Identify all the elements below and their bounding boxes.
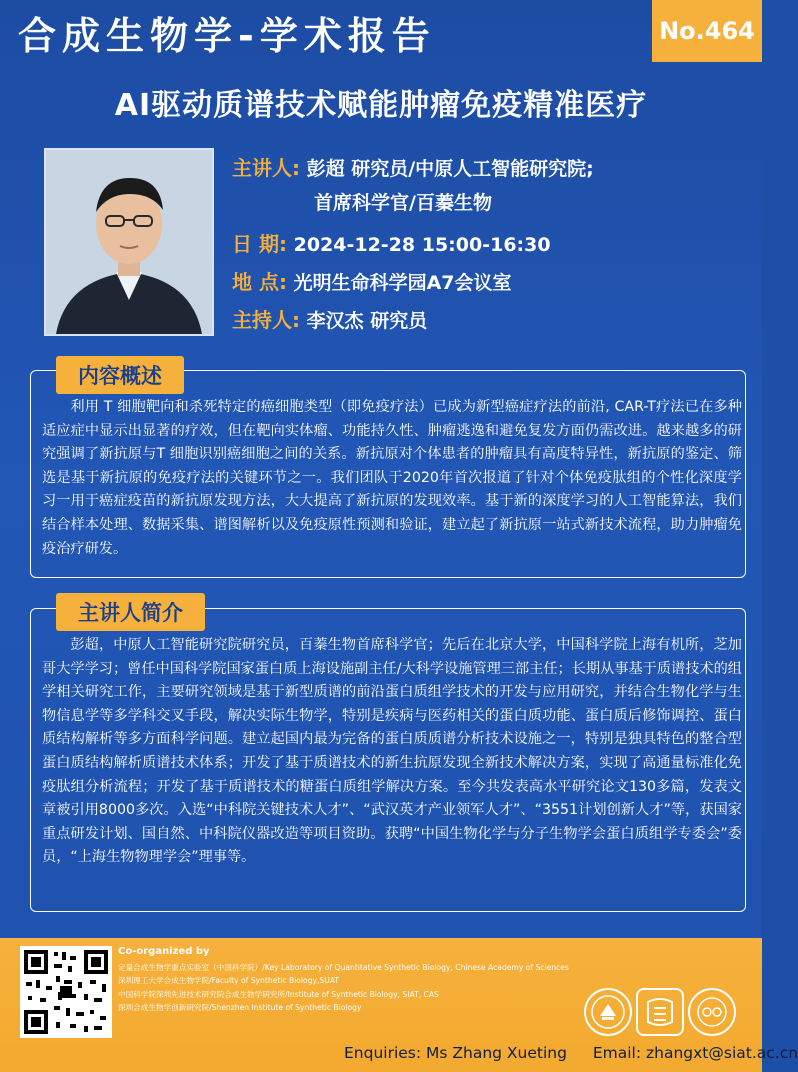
place-value: 光明生命科学园A7会议室: [293, 272, 512, 294]
org-line: 深圳理工大学合成生物学院/Faculty of Synthetic Biology,SUAT: [118, 976, 340, 986]
org-line: 定量合成生物学重点实验室（中国科学院）/Key Laboratory of Quantitative Synthetic Biology, Chinese Academy of Sciences: [118, 963, 569, 972]
speaker-row: [232, 152, 594, 181]
qr-code-icon: [20, 946, 112, 1038]
co-organized-heading: Co-organized by: [118, 946, 210, 957]
speaker-label: 主讲人:: [232, 156, 300, 180]
email-text: Email: zhangxt@siat.ac.cn: [592, 1044, 798, 1062]
date-value: 2024-12-28 15:00-16:30: [293, 234, 551, 256]
issue-number-badge: No.464: [652, 0, 762, 62]
bio-heading: 主讲人简介: [56, 593, 205, 631]
speaker-portrait-icon: [46, 150, 212, 334]
talk-title: AI驱动质谱技术赋能肿瘤免疫精准医疗: [114, 88, 648, 123]
date-label: 日 期:: [232, 232, 287, 256]
speaker-row-2: [314, 188, 492, 215]
place-label: 地 点:: [232, 270, 287, 294]
abstract-text: 利用 T 细胞靶向和杀死特定的癌细胞类型（即免疫疗法）已成为新型癌症疗法的前沿, CAR-T疗法已在多种适应症中显示出显著的疗效，但在靶向实体瘤、功能持久性、肿瘤逃逸和避免复发方面仍需改进。越来越多的研究强调了新抗原与T 细胞识别癌细胞之间的关系。新抗原对个体患者的肿瘤具有高度特异性，新抗原的鉴定、筛选是基于新抗原的免疫疗法的关键环节之一。我们团队于2020年首次报道了针对个体免疫肽组的个性化深度学习一用于癌症疫苗的新抗原发现方法，大大提高了新抗原的发现效率。基于新的深度学习的人工智能算法，我们结合样本处理、数据采集、谱图解析以及免疫原性预测和验证，建立起了新抗原一站式新技术流程，助力肿瘤免疫治疗研发。: [42, 399, 742, 557]
org-line: 中国科学院深圳先进技术研究院合成生物学研究所/Institute of Synthetic Biology, SIAT, CAS: [118, 989, 439, 999]
bio-text: 彭超，中原人工智能研究院研究员，百蓁生物首席科学官；先后在北京大学，中国科学院上海有机所，芝加哥大学学习；曾任中国科学院国家蛋白质上海设施副主任/大科学设施管理三部主任；长期从事基于质谱技术的组学相关研究工作，主要研究领域是基于新型质谱的前沿蛋白质组学技术的开发与应用研究，并结合生物化学与生物信息学等多学科交叉手段，解决实际生物学，特别是疾病与医药相关的蛋白质功能、蛋白质后修饰调控、蛋白质结构解析等多方面科学问题。建立起国内最为完备的蛋白质质谱分析技术设施之一，特别是独具特色的整合型蛋白质结构解析质谱技术体系；开发了基于质谱技术的新生抗原发现全新技术解决方案，实现了高通量标准化免疫肽组分析流程；开发了基于质谱技术的糖蛋白质组学解决方案。至今共发表高水平研究论文130多篇，发表文章被引用8000多次。入选“中科院关键技术人才”、“武汉英才产业领军人才”、“3551计划创新人才”等，获国家重点研发计划、国自然、中科院仪器改造等项目资助。获聘“中国生物化学与分子生物学会蛋白质组学专委会”委员，“上海生物物理学会”理事等。: [42, 637, 742, 866]
date-row: [232, 228, 551, 257]
speaker-photo: [44, 148, 214, 336]
host-value: 李汉杰 研究员: [306, 310, 428, 332]
abstract-heading: 内容概述: [56, 356, 184, 394]
host-label: 主持人:: [232, 308, 300, 332]
synbio-logo-icon: [688, 988, 736, 1036]
speaker-affiliation: 首席科学官/百蓁生物: [314, 192, 492, 214]
suat-logo-icon: [636, 988, 684, 1036]
speaker-value: 彭超 研究员/中原人工智能研究院;: [306, 158, 594, 180]
series-title: 合成生物学-学术报告: [18, 14, 436, 58]
place-row: [232, 266, 512, 295]
host-row: [232, 304, 427, 333]
cas-logo-icon: [584, 988, 632, 1036]
enquiries-text: Enquiries: Ms Zhang Xueting: [344, 1044, 567, 1062]
org-line: 深圳合成生物学创新研究院/Shenzhen Institute of Synthetic Biology: [118, 1002, 362, 1012]
contact-line: [344, 1044, 798, 1062]
co-organizers: [118, 946, 638, 1014]
